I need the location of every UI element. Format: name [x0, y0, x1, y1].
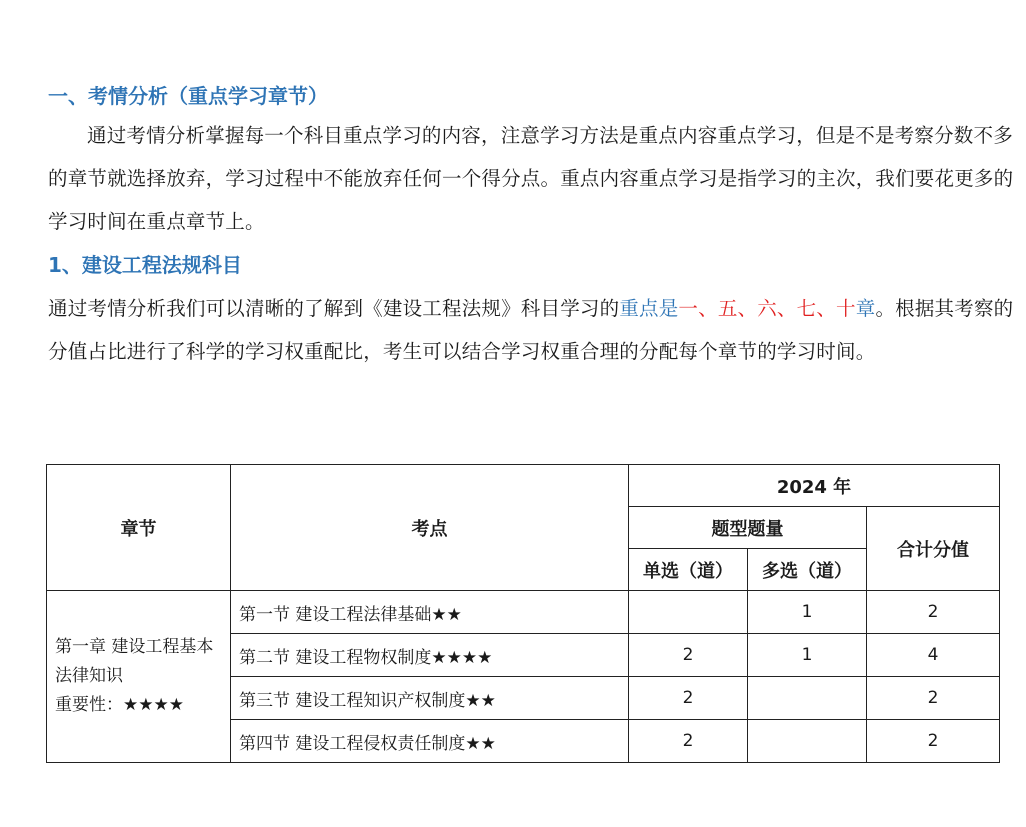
- focus-label: 重点是: [619, 297, 679, 320]
- point-cell: 第一节 建设工程法律基础★★: [231, 591, 629, 634]
- single-cell: 2: [629, 677, 748, 720]
- total-cell: 2: [867, 677, 1000, 720]
- focus-paragraph: [48, 287, 1016, 373]
- single-cell: 2: [629, 720, 748, 763]
- total-cell: 2: [867, 591, 1000, 634]
- table-row: [47, 591, 1000, 634]
- focus-text-before: 通过考情分析我们可以清晰的了解到《建设工程法规》科目学习的: [48, 297, 620, 320]
- total-cell: 4: [867, 634, 1000, 677]
- header-year: 2024 年: [629, 465, 1000, 507]
- score-table: [46, 464, 1000, 763]
- multi-cell: 1: [748, 591, 867, 634]
- chapter-title: 第一章 建设工程基本法律知识: [55, 637, 214, 686]
- chapter-importance: 重要性：★★★★: [55, 695, 184, 715]
- header-multi: 多选（道）: [748, 549, 867, 591]
- point-cell: 第二节 建设工程物权制度★★★★: [231, 634, 629, 677]
- header-single: 单选（道）: [629, 549, 748, 591]
- multi-cell: 1: [748, 634, 867, 677]
- subsection-heading: 1、建设工程法规科目: [48, 253, 242, 277]
- point-cell: 第四节 建设工程侵权责任制度★★: [231, 720, 629, 763]
- document-body: [48, 78, 1016, 373]
- header-chapter: 章节: [47, 465, 231, 591]
- focus-chapters: 一、五、六、七、十: [678, 297, 856, 320]
- total-cell: 2: [867, 720, 1000, 763]
- focus-chapter-suffix: 章: [855, 297, 876, 320]
- header-question-type: 题型题量: [629, 507, 867, 549]
- multi-cell: [748, 720, 867, 763]
- multi-cell: [748, 677, 867, 720]
- focus-text-after: 。根据其考察的分值占比进行了科学的学习权重配比，考生可以结合学习权重合理的分配每个章节的学习时间。: [48, 297, 1014, 363]
- single-cell: [629, 591, 748, 634]
- intro-paragraph: 通过考情分析掌握每一个科目重点学习的内容，注意学习方法是重点内容重点学习，但是不是考察分数不多的章节就选择放弃，学习过程中不能放弃任何一个得分点。重点内容重点学习是指学习的主次，我们要花更多的学习时间在重点章节上。: [48, 124, 1014, 233]
- single-cell: 2: [629, 634, 748, 677]
- section-heading: 一、考情分析（重点学习章节）: [48, 84, 328, 108]
- point-cell: 第三节 建设工程知识产权制度★★: [231, 677, 629, 720]
- chapter-cell: [47, 591, 231, 763]
- header-total: 合计分值: [867, 507, 1000, 591]
- header-point: 考点: [231, 465, 629, 591]
